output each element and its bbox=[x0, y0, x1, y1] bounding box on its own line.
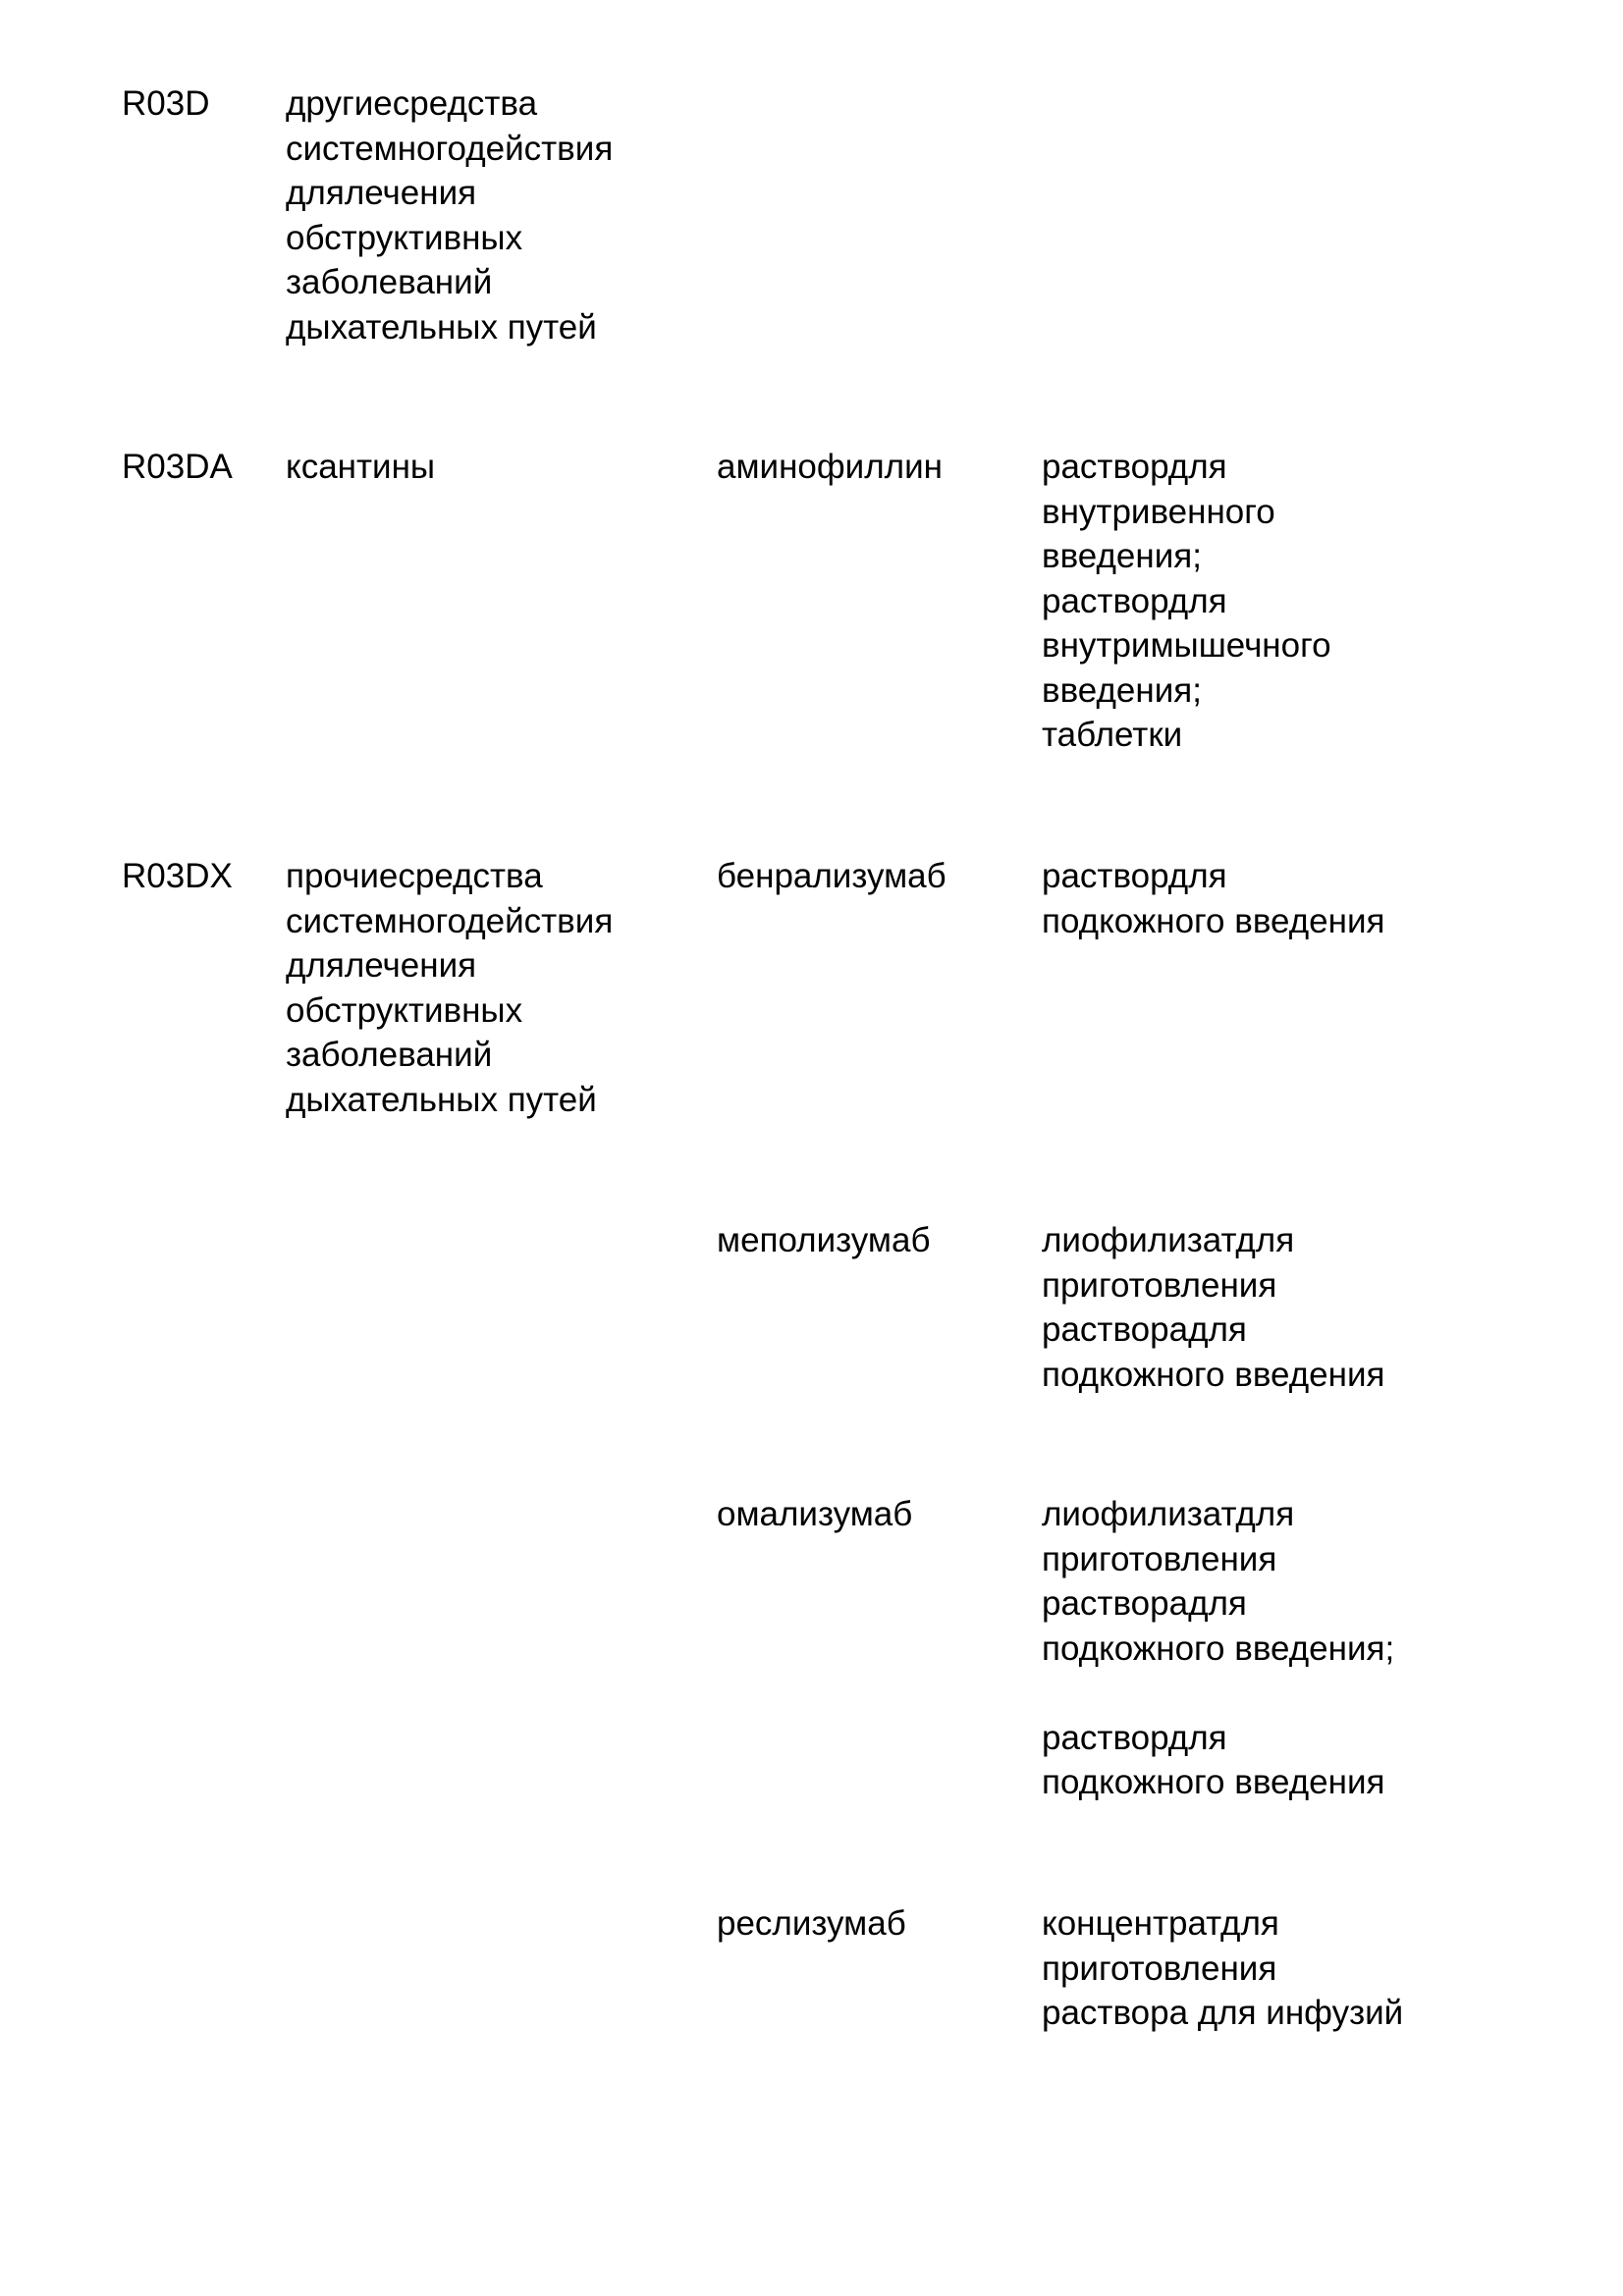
form-line: внутримышечного bbox=[1042, 626, 1331, 665]
group-line: длялечения bbox=[286, 946, 477, 985]
group-line: заболеваний bbox=[286, 1036, 493, 1074]
form-line: подкожного введения bbox=[1042, 901, 1385, 940]
row-r03d-group bbox=[286, 81, 675, 349]
group-line: системногодействия bbox=[286, 129, 614, 168]
row-omalizumab-drug: омализумаб bbox=[717, 1495, 913, 1533]
form-line: введения; bbox=[1042, 537, 1202, 575]
form-line: раствордля bbox=[1042, 857, 1227, 895]
form-line: растворадля bbox=[1042, 1584, 1247, 1623]
row-r03dx-drug: бенрализумаб bbox=[717, 857, 947, 895]
form-line: введения; bbox=[1042, 670, 1202, 710]
form-line: раствордля bbox=[1042, 1718, 1227, 1757]
form-line: внутривенного bbox=[1042, 492, 1275, 531]
group-line: обструктивных bbox=[286, 218, 523, 257]
row-r03dx-code: R03DX bbox=[122, 857, 233, 895]
row-mepolizumab-drug: меполизумаб bbox=[717, 1221, 931, 1259]
form-line: растворадля bbox=[1042, 1310, 1247, 1349]
form-line: приготовления bbox=[1042, 1539, 1277, 1578]
row-r03da-form bbox=[1042, 445, 1429, 758]
row-r03da-code: R03DA bbox=[122, 448, 233, 486]
form-line: раствора для инфузий bbox=[1042, 1994, 1404, 2032]
group-line: заболеваний bbox=[286, 263, 493, 301]
row-r03da-drug: аминофиллин bbox=[717, 448, 943, 486]
form-line: раствордля bbox=[1042, 581, 1227, 620]
row-r03da-group: ксантины bbox=[286, 448, 436, 486]
group-line: длялечения bbox=[286, 174, 477, 212]
form-line: таблетки bbox=[1042, 716, 1183, 754]
form-line: концентратдля bbox=[1042, 1904, 1279, 1943]
form-line: приготовления bbox=[1042, 1265, 1277, 1305]
group-line: дыхательных путей bbox=[286, 307, 597, 347]
form-line: подкожного введения; bbox=[1042, 1629, 1395, 1668]
row-reslizumab-drug: реслизумаб bbox=[717, 1904, 906, 1943]
row-r03dx-form bbox=[1042, 854, 1429, 943]
form-line: раствордля bbox=[1042, 448, 1227, 486]
row-mepolizumab-form bbox=[1042, 1218, 1429, 1397]
row-r03d-code: R03D bbox=[122, 84, 210, 123]
form-line: подкожного введения bbox=[1042, 1763, 1385, 1801]
group-line: прочиесредства bbox=[286, 857, 543, 895]
group-line: дыхательных путей bbox=[286, 1080, 597, 1119]
row-omalizumab-form bbox=[1042, 1492, 1429, 1805]
form-line: лиофилизатдля bbox=[1042, 1495, 1295, 1533]
group-line: обструктивных bbox=[286, 990, 523, 1030]
group-line: другиесредства bbox=[286, 84, 538, 123]
form-line: подкожного введения bbox=[1042, 1355, 1385, 1394]
group-line: системногодействия bbox=[286, 901, 614, 940]
row-reslizumab-form bbox=[1042, 1901, 1429, 2036]
row-r03dx-group bbox=[286, 854, 675, 1122]
form-line: лиофилизатдля bbox=[1042, 1221, 1295, 1259]
form-line: приготовления bbox=[1042, 1949, 1277, 1988]
form-line-spacer bbox=[1042, 1671, 1429, 1716]
